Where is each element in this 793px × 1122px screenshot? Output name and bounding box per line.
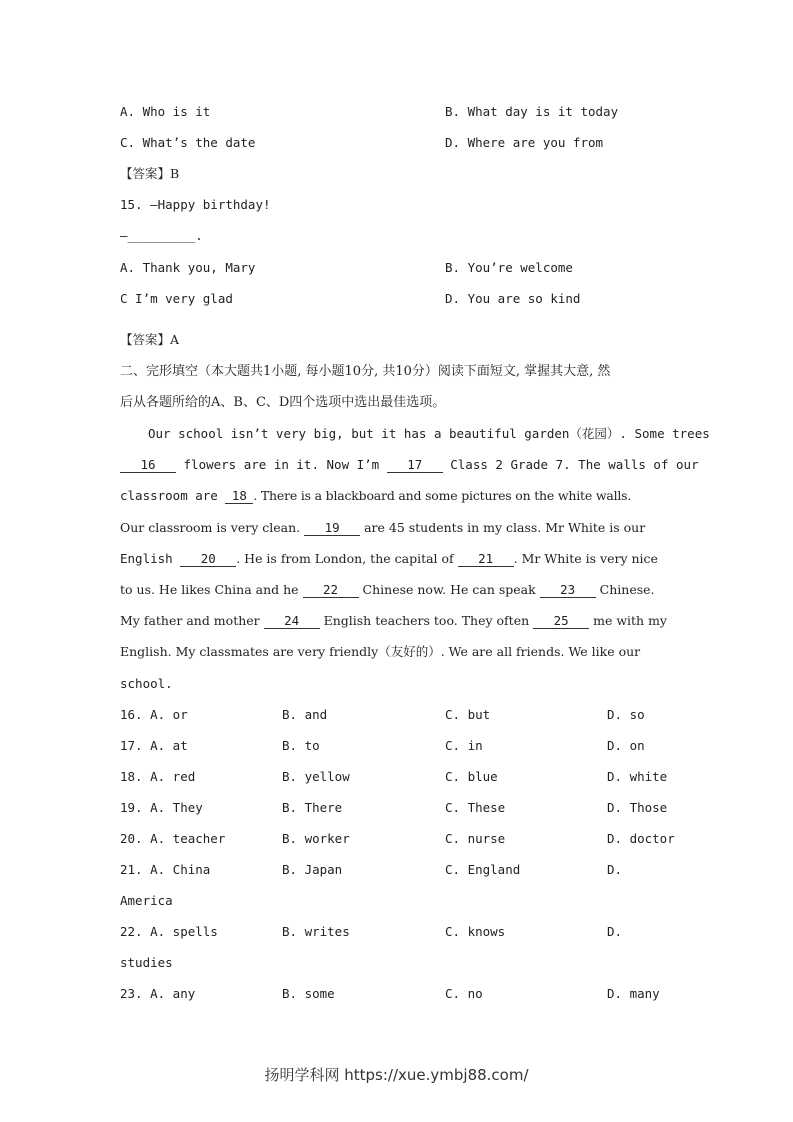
page-footer: 扬明学科网 https://xue.ymbj88.com/ — [264, 1066, 529, 1084]
option-19-c: C. These — [445, 800, 506, 815]
option-18-a: 18. A. red — [120, 769, 196, 784]
option-20-b: B. worker — [282, 831, 350, 846]
option-22-d: D. — [607, 924, 623, 939]
option-20-c: C. nurse — [445, 831, 506, 846]
blank-25: 25 — [533, 614, 589, 629]
q15-answer: 【答案】A — [120, 332, 180, 347]
option-21-b: B. Japan — [282, 862, 343, 877]
blank-19: 19 — [304, 521, 360, 536]
blank-20: 20 — [180, 552, 236, 567]
option-22-c: C. knows — [445, 924, 506, 939]
q14-answer: 【答案】B — [120, 166, 180, 181]
blank-22: 22 — [303, 583, 359, 598]
passage-line-2: 16 flowers are in it. Now I’m 17 Class 2 Grade 7. The walls of our — [120, 457, 699, 473]
q15-stem: 15. —Happy birthday! — [120, 197, 271, 212]
section-title-line2: 后从各题所给的A、B、C、D四个选项中选出最佳选项。 — [120, 395, 446, 410]
blank-16: 16 — [120, 458, 176, 473]
option-23-d: D. many — [607, 986, 660, 1001]
option-18-d: D. white — [607, 769, 668, 784]
q14-option-c: C. What’s the date — [120, 135, 256, 150]
option-19-a: 19. A. They — [120, 800, 203, 815]
option-17-d: D. on — [607, 738, 645, 753]
option-20-a: 20. A. teacher — [120, 831, 226, 846]
option-16-c: C. but — [445, 707, 491, 722]
option-19-b: B. There — [282, 800, 343, 815]
passage-line-6: to us. He likes China and he 22 Chinese now. He can speak 23 Chinese. — [120, 582, 655, 597]
option-21-d-wrap: America — [120, 893, 173, 908]
option-16-a: 16. A. or — [120, 707, 188, 722]
option-23-b: B. some — [282, 986, 335, 1001]
blank-24: 24 — [264, 614, 320, 629]
blank-18: 18 — [225, 489, 253, 504]
passage-line-3: classroom are 18 . There is a blackboard and some pictures on the white walls. — [120, 488, 632, 503]
option-18-b: B. yellow — [282, 769, 350, 784]
option-22-b: B. writes — [282, 924, 350, 939]
option-23-c: C. no — [445, 986, 483, 1001]
q14-option-b: B. What day is it today — [445, 104, 619, 119]
passage-line-9: school. — [120, 676, 173, 691]
option-23-a: 23. A. any — [120, 986, 196, 1001]
option-22-a: 22. A. spells — [120, 924, 218, 939]
option-19-d: D. Those — [607, 800, 668, 815]
option-16-d: D. so — [607, 707, 645, 722]
option-20-d: D. doctor — [607, 831, 675, 846]
option-17-c: C. in — [445, 738, 483, 753]
option-17-b: B. to — [282, 738, 320, 753]
option-21-a: 21. A. China — [120, 862, 211, 877]
passage-line-4: Our classroom is very clean. 19 are 45 students in my class. Mr White is our — [120, 520, 646, 535]
option-21-c: C. England — [445, 862, 521, 877]
q14-option-a: A. Who is it — [120, 104, 211, 119]
passage-line-7: My father and mother 24 English teachers too. They often 25 me with my — [120, 613, 667, 628]
q15-option-a: A. Thank you, Mary — [120, 260, 256, 275]
q15-reply-blank: —_________. — [120, 228, 203, 243]
option-21-d: D. — [607, 862, 623, 877]
section-title-line1: 二、完形填空（本大题共1小题, 每小题10分, 共10分）阅读下面短文, 掌握其大意, 然 — [120, 364, 611, 379]
passage-line-5: English 20 . He is from London, the capital of 21 . Mr White is very nice — [120, 551, 658, 566]
option-16-b: B. and — [282, 707, 328, 722]
passage-line-8: English. My classmates are very friendly（友好的）. We are all friends. We like our — [120, 644, 641, 659]
option-22-d-wrap: studies — [120, 955, 173, 970]
blank-23: 23 — [540, 583, 596, 598]
passage-line-1: Our school isn’t very big, but it has a beautiful garden（花园）. Some trees — [148, 426, 710, 441]
q14-option-d: D. Where are you from — [445, 135, 604, 150]
blank-17: 17 — [387, 458, 443, 473]
q15-option-d: D. You are so kind — [445, 291, 581, 306]
option-17-a: 17. A. at — [120, 738, 188, 753]
q15-option-c: C I’m very glad — [120, 291, 233, 306]
q15-option-b: B. You’re welcome — [445, 260, 573, 275]
option-18-c: C. blue — [445, 769, 498, 784]
blank-21: 21 — [458, 552, 514, 567]
